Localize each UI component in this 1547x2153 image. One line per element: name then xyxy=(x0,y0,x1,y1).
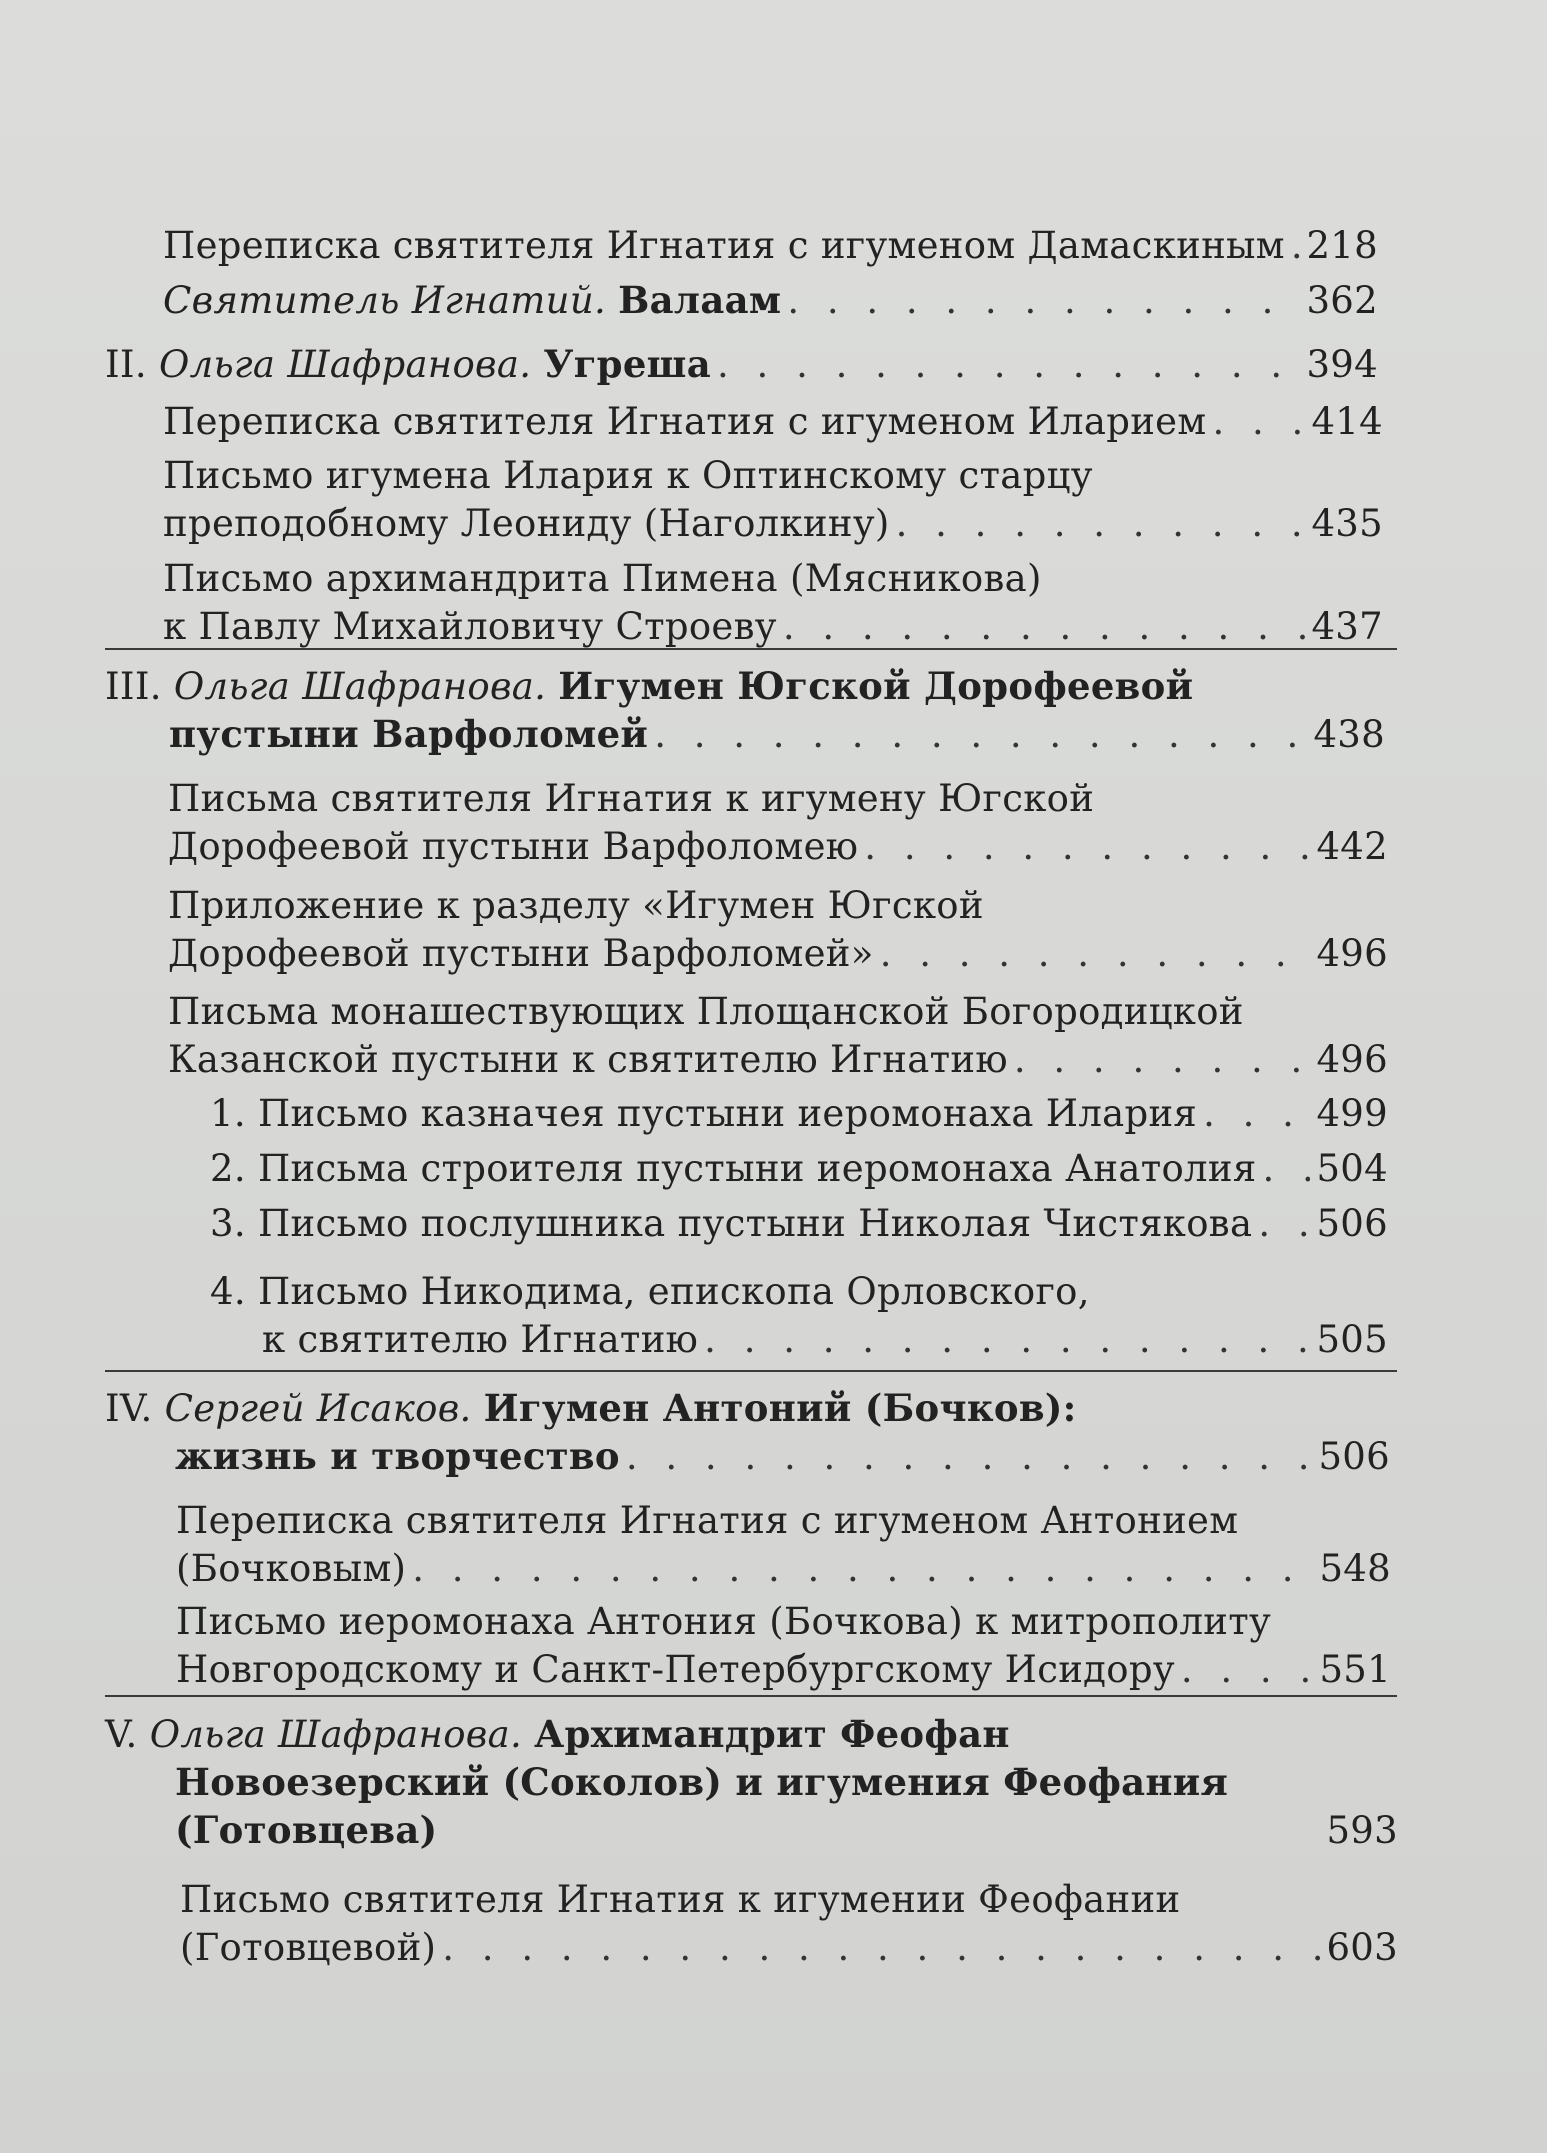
toc-entry xyxy=(210,1090,1388,1138)
entry-author: Ольга Шафранова. xyxy=(158,343,532,386)
toc-entry xyxy=(163,398,1383,446)
dot-leader xyxy=(1014,1036,1311,1084)
entry-title: Письмо архимандрита Пимена (Мясникова) xyxy=(163,557,1042,600)
section-divider xyxy=(105,648,1397,650)
page-number: 506 xyxy=(1318,1435,1390,1478)
entry-title: Угреша xyxy=(543,342,712,386)
entry-title-cont: Новоезерский (Соколов) и игумения Феофания xyxy=(175,1760,1229,1804)
entry-title-cont: (Готовцева) xyxy=(175,1808,438,1852)
section-divider xyxy=(105,1370,1397,1372)
entry-title: 2. Письма строителя пустыни иеромонаха Анатолия xyxy=(210,1147,1257,1190)
toc-entry xyxy=(163,222,1378,270)
dot-leader xyxy=(1212,398,1305,446)
dot-leader xyxy=(412,1545,1313,1593)
dot-leader xyxy=(880,930,1311,978)
toc-entry xyxy=(105,1710,1398,1854)
page-number: 435 xyxy=(1311,502,1383,545)
dot-leader xyxy=(896,500,1306,548)
section-number: III. xyxy=(105,665,162,708)
dot-leader xyxy=(442,1924,1320,1972)
entry-title-cont: к святителю Игнатию xyxy=(262,1318,699,1361)
toc-entry xyxy=(210,1268,1388,1364)
toc-entry xyxy=(210,1145,1388,1193)
section-number: IV. xyxy=(105,1387,153,1430)
page-number: 437 xyxy=(1311,605,1383,648)
entry-title: Игумен Югской Дорофеевой xyxy=(558,664,1194,708)
entry-title-cont: (Бочковым) xyxy=(176,1547,407,1590)
dot-leader xyxy=(783,603,1306,651)
entry-title: Архимандрит Феофан xyxy=(534,1712,1010,1756)
page-number: 362 xyxy=(1306,279,1378,322)
entry-author: Сергей Исаков. xyxy=(164,1387,472,1430)
page-number: 442 xyxy=(1316,825,1388,868)
page-number: 438 xyxy=(1313,713,1385,756)
toc-entry xyxy=(180,1876,1398,1972)
dot-leader xyxy=(864,823,1310,871)
entry-title: Письма монашествующих Площанской Богородицкой xyxy=(168,990,1244,1033)
page-number: 505 xyxy=(1316,1318,1388,1361)
page-number: 603 xyxy=(1326,1926,1398,1969)
page-number: 551 xyxy=(1319,1648,1391,1691)
toc-entry xyxy=(105,1384,1390,1480)
page-number: 496 xyxy=(1316,932,1388,975)
toc-entry xyxy=(168,988,1388,1084)
toc-entry xyxy=(163,555,1383,651)
page-number: 218 xyxy=(1306,224,1378,267)
page-number: 394 xyxy=(1306,343,1378,386)
dot-leader xyxy=(704,1316,1310,1364)
dot-leader xyxy=(717,341,1300,389)
dot-leader xyxy=(1258,1200,1310,1248)
section-number: II. xyxy=(105,343,147,386)
entry-title: Письмо игумена Илария к Оптинскому старцу xyxy=(163,454,1093,497)
entry-title-cont: пустыни Варфоломей xyxy=(169,712,649,756)
entry-title: Письмо иеромонаха Антония (Бочкова) к митрополиту xyxy=(176,1600,1272,1643)
toc-entry xyxy=(168,882,1388,978)
entry-author: Ольга Шафранова. xyxy=(173,665,547,708)
dot-leader xyxy=(1262,1145,1310,1193)
entry-title-cont: Казанской пустыни к святителю Игнатию xyxy=(168,1038,1008,1081)
section-divider xyxy=(105,1695,1397,1697)
page-number: 593 xyxy=(1326,1809,1398,1852)
toc-entry xyxy=(176,1497,1391,1593)
entry-title-cont: (Готовцевой) xyxy=(180,1926,437,1969)
entry-title: Приложение к разделу «Игумен Югской xyxy=(168,884,984,927)
toc-entry xyxy=(176,1598,1391,1694)
dot-leader xyxy=(787,277,1300,325)
entry-author: Ольга Шафранова. xyxy=(149,1713,523,1756)
page-number: 506 xyxy=(1316,1202,1388,1245)
entry-title: Валаам xyxy=(618,278,782,322)
toc-entry xyxy=(105,340,1378,388)
entry-title: Переписка святителя Игнатия с игуменом Иларием xyxy=(163,400,1207,443)
dot-leader xyxy=(626,1433,1313,1481)
entry-title-cont: Дорофеевой пустыни Варфоломею xyxy=(168,825,859,868)
toc-entry xyxy=(163,276,1378,324)
entry-title: Переписка святителя Игнатия с игуменом Антонием xyxy=(176,1499,1239,1542)
entry-title: 1. Письмо казначея пустыни иеромонаха Илария xyxy=(210,1092,1198,1135)
page-number: 548 xyxy=(1319,1547,1391,1590)
entry-title-cont: Новгородскому и Санкт-Петербургскому Исидору xyxy=(176,1648,1175,1691)
entry-title: 3. Письмо послушника пустыни Николая Чистякова xyxy=(210,1202,1253,1245)
toc-entry xyxy=(163,452,1383,548)
dot-leader xyxy=(1203,1090,1310,1138)
entry-title-cont: к Павлу Михайловичу Строеву xyxy=(163,605,777,648)
toc-entry xyxy=(210,1200,1388,1248)
page-number: 414 xyxy=(1311,400,1383,443)
entry-title: Переписка святителя Игнатия с игуменом Дамаскиным xyxy=(163,224,1285,267)
entry-title-cont: преподобному Леониду (Наголкину) xyxy=(163,502,890,545)
page-number: 496 xyxy=(1316,1038,1388,1081)
entry-title: Письма святителя Игнатия к игумену Югской xyxy=(168,777,1095,820)
dot-leader xyxy=(654,711,1307,759)
page-number: 499 xyxy=(1316,1092,1388,1135)
toc-entry xyxy=(105,662,1385,758)
entry-title: 4. Письмо Никодима, епископа Орловского, xyxy=(210,1270,1090,1313)
toc-entry xyxy=(168,775,1388,871)
entry-title-cont: жизнь и творчество xyxy=(175,1434,620,1478)
page-number: 504 xyxy=(1316,1147,1388,1190)
entry-title-cont: Дорофеевой пустыни Варфоломей» xyxy=(168,932,874,975)
entry-title: Игумен Антоний (Бочков): xyxy=(483,1386,1077,1430)
entry-author: Святитель Игнатий. xyxy=(163,279,607,322)
entry-title: Письмо святителя Игнатия к игумении Феофании xyxy=(180,1878,1181,1921)
dot-leader xyxy=(1291,222,1301,270)
dot-leader xyxy=(1181,1646,1314,1694)
section-number: V. xyxy=(105,1713,138,1756)
